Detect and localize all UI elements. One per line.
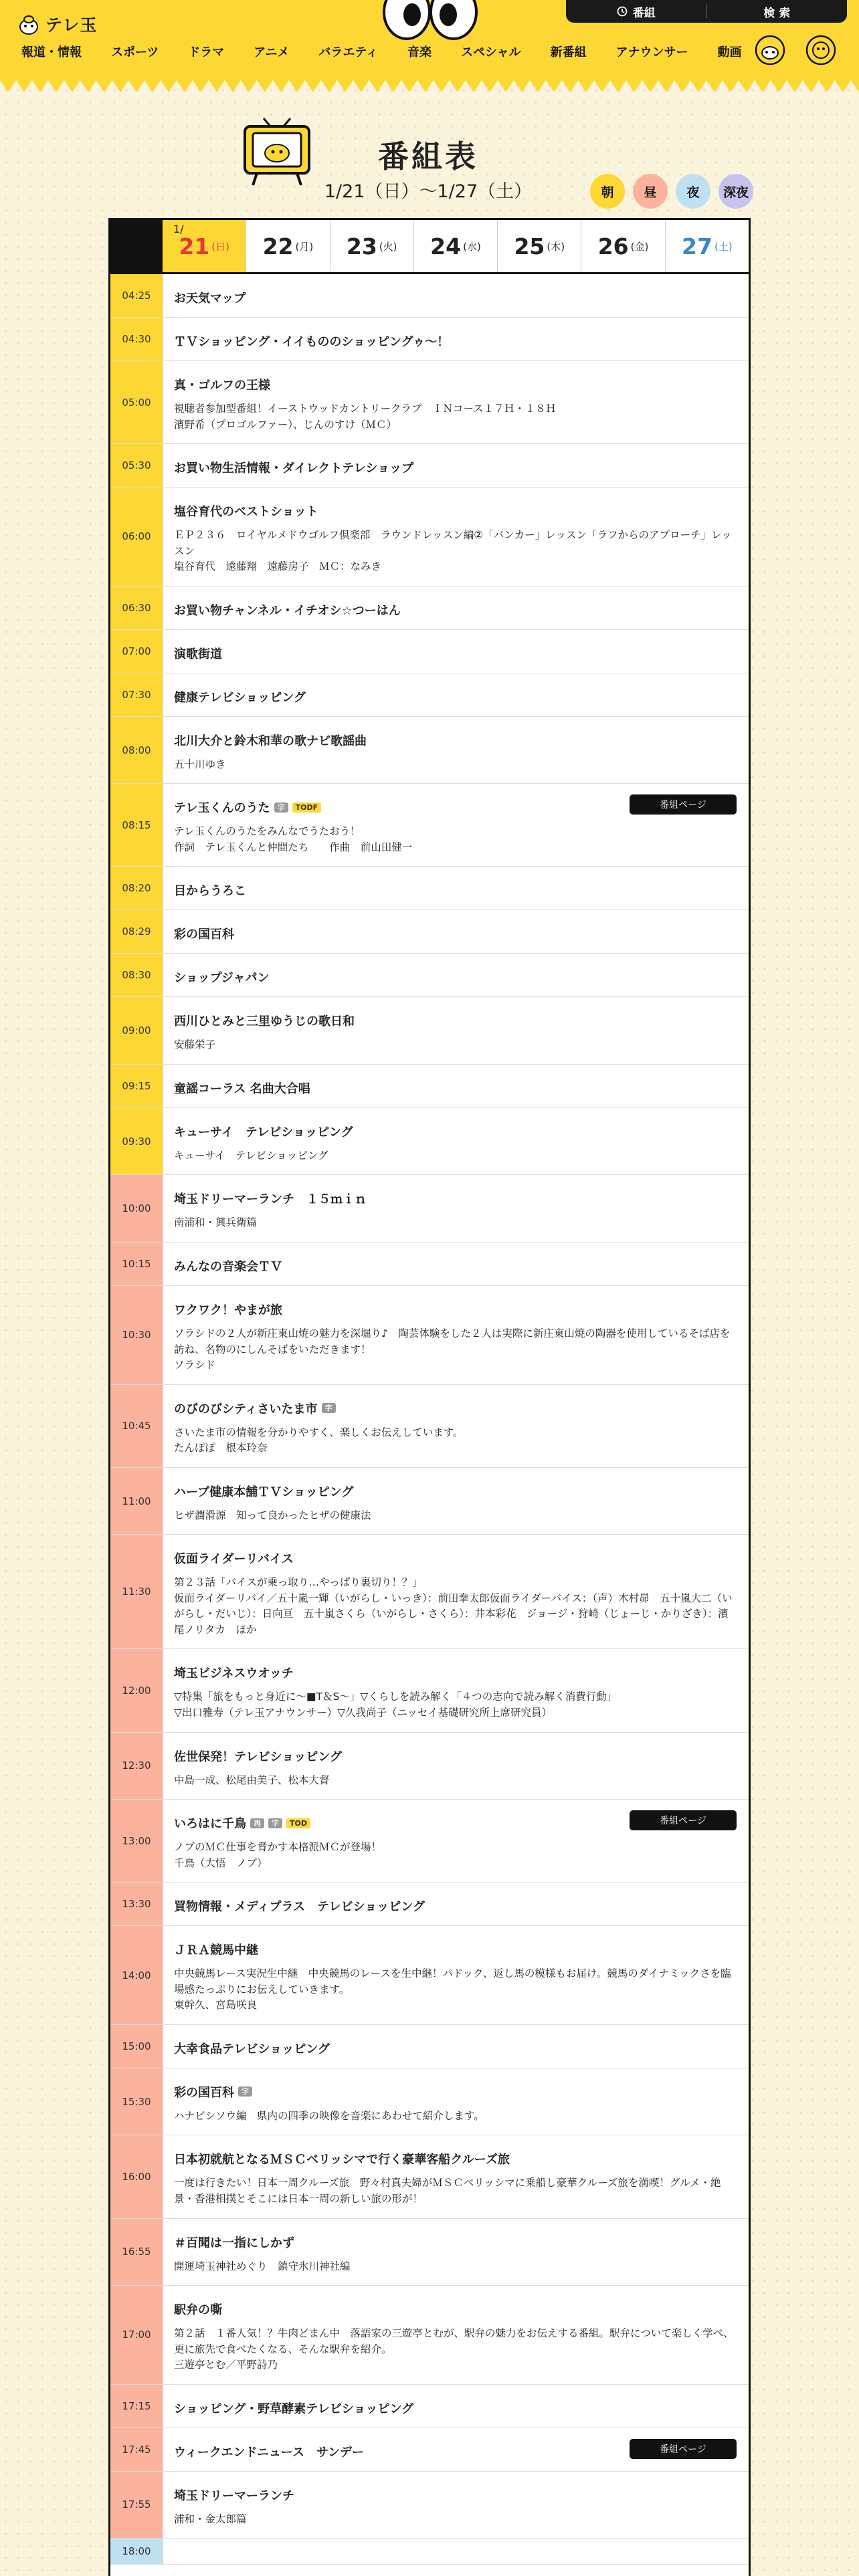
top-utility-bar <box>566 0 847 23</box>
program-body <box>163 1286 749 1384</box>
program-row[interactable] <box>110 2135 749 2218</box>
program-title[interactable]: 童謡コーラス 名曲大合唱 <box>174 1081 310 1096</box>
day-weekday: (月) <box>295 240 314 253</box>
program-title-line <box>174 1549 738 1567</box>
time-noon-button[interactable]: 昼 <box>633 174 668 209</box>
program-body <box>163 2219 749 2286</box>
program-time: 09:00 <box>110 997 163 1064</box>
program-description: さいたま市の情報を分かりやすく、楽しくお伝えしています。 <box>174 1426 464 1438</box>
program-body <box>163 1800 749 1882</box>
program-title[interactable]: 北川大介と鈴木和華の歌ナビ歌謡曲 <box>174 734 367 748</box>
program-row[interactable] <box>110 1243 749 1286</box>
program-time: 17:00 <box>110 2286 163 2384</box>
program-time: 10:00 <box>110 1175 163 1242</box>
program-title-line <box>174 881 738 899</box>
program-time: 09:30 <box>110 1108 163 1175</box>
program-cast: たんぽぽ 根本玲奈 <box>174 1442 268 1455</box>
day-weekday: (木) <box>547 240 565 253</box>
program-cast: ソラシド <box>174 1359 216 1372</box>
program-body <box>163 2068 749 2135</box>
program-body <box>163 1535 749 1648</box>
program-title-line <box>174 1483 738 1500</box>
program-title[interactable]: みんなの音楽会ＴＶ <box>174 1260 282 1275</box>
program-row[interactable] <box>110 274 749 318</box>
program-time: 18:00 <box>110 2539 163 2564</box>
program-row[interactable] <box>110 867 749 910</box>
program-time: 11:00 <box>110 1468 163 1535</box>
program-time: 06:00 <box>110 488 163 586</box>
program-cast: 南浦和・興兵衛篇 <box>174 1216 258 1229</box>
nav-variety[interactable]: バラエティ <box>318 45 378 60</box>
program-description: 第２３話「バイスが乗っ取り…やっぱり裏切り！？」 <box>174 1576 423 1589</box>
program-description: ▽特集「旅をもっと身近に～■T＆S～」▽くらしを読み解く「４つの志向で読み解く消費行動」 <box>174 1691 617 1703</box>
program-time: 14:00 <box>110 1926 163 2024</box>
program-title-line <box>174 1941 738 1958</box>
program-description: テレ玉くんのうたをみんなでうたおう！ <box>174 825 361 838</box>
program-time: 08:15 <box>110 784 163 866</box>
program-title-line <box>174 2300 738 2318</box>
program-body <box>163 2539 749 2564</box>
program-row[interactable] <box>110 2219 749 2286</box>
program-body <box>163 586 749 629</box>
day-tab-22[interactable] <box>246 220 330 272</box>
program-row[interactable] <box>110 1649 749 1732</box>
program-description: ノブのＭＣ仕事を脅かす本格派ＭＣが登場！ <box>174 1841 382 1854</box>
program-body <box>163 2428 749 2471</box>
program-body <box>163 2025 749 2068</box>
program-time: 13:00 <box>110 1800 163 1882</box>
program-body <box>163 488 749 586</box>
program-row[interactable] <box>110 2428 749 2472</box>
program-title-line <box>174 376 738 393</box>
time-late-night-button[interactable]: 深夜 <box>719 174 753 209</box>
day-weekday: (火) <box>379 240 397 253</box>
program-time: 15:00 <box>110 2025 163 2068</box>
time-night-button[interactable]: 夜 <box>676 174 710 209</box>
program-cast: 開運埼玉神社めぐり 鎮守氷川神社編 <box>174 2260 351 2272</box>
program-body <box>163 784 749 866</box>
genre-nav <box>21 43 742 60</box>
program-title-line <box>174 502 738 520</box>
program-title[interactable]: ＴＶショッピング・イイもののショッピングゥ～！ <box>174 335 450 349</box>
program-title[interactable]: 彩の国百科 <box>174 2085 234 2100</box>
program-badge: 字 <box>322 1403 336 1413</box>
program-row[interactable] <box>110 444 749 488</box>
program-time: 13:30 <box>110 1883 163 1925</box>
program-title[interactable]: 日本初就航となるＭＳＣベリッシマで行く豪華客船クルーズ旅 <box>174 2153 510 2167</box>
program-title[interactable]: 埼玉ドリーマーランチ １５ｍｉｎ <box>174 1192 367 1207</box>
program-time: 09:15 <box>110 1065 163 1107</box>
program-body <box>163 2472 749 2539</box>
day-number: 21 <box>179 233 210 259</box>
program-time: 08:29 <box>110 910 163 953</box>
program-body <box>163 910 749 953</box>
program-time: 12:30 <box>110 1733 163 1800</box>
program-page-button[interactable]: 番組ページ <box>630 794 737 815</box>
day-tab-21[interactable] <box>163 220 246 272</box>
program-title-line <box>174 2486 738 2504</box>
program-title-line <box>174 1747 738 1765</box>
program-time: 16:55 <box>110 2219 163 2286</box>
program-row[interactable] <box>110 1385 749 1468</box>
program-row[interactable] <box>110 630 749 673</box>
program-time: 10:30 <box>110 1286 163 1384</box>
program-time: 05:30 <box>110 444 163 487</box>
program-row[interactable] <box>110 1883 749 1926</box>
day-tab-23[interactable] <box>330 220 414 272</box>
program-title[interactable]: ＪＲＡ競馬中継 <box>174 1943 258 1958</box>
program-title-line <box>174 688 738 706</box>
program-title-line <box>174 1897 738 1915</box>
program-row[interactable] <box>110 2539 749 2565</box>
site-logo[interactable] <box>17 12 98 36</box>
program-title-line <box>174 925 738 942</box>
program-description: ハナビシソウ編 県内の四季の映像を音楽にあわせて紹介します。 <box>174 2109 484 2122</box>
day-number: 25 <box>514 233 545 259</box>
program-title[interactable]: 塩谷育代のベストショット <box>174 505 318 520</box>
program-title[interactable]: 買物情報・メディプラス テレビショッピング <box>174 1900 425 1915</box>
program-title-line <box>174 332 738 350</box>
program-row[interactable] <box>110 717 749 784</box>
program-time: 04:25 <box>110 274 163 317</box>
program-page-button[interactable]: 番組ページ <box>630 2439 737 2459</box>
program-time: 10:45 <box>110 1385 163 1467</box>
program-description: 視聴者参加型番組！イーストウッドカントリークラブ ＩＮコース１７Ｈ・１８Ｈ <box>174 403 557 415</box>
day-weekday: (日) <box>211 240 229 253</box>
program-title[interactable]: 駅弁の嘶 <box>174 2303 222 2318</box>
program-body <box>163 717 749 784</box>
program-title-line <box>174 1079 738 1097</box>
program-time: 16:00 <box>110 2135 163 2218</box>
program-title[interactable]: お買い物生活情報・ダイレクトテレショップ <box>174 461 414 476</box>
day-bar-corner <box>110 220 163 272</box>
program-title[interactable]: 埼玉ドリーマーランチ <box>174 2488 294 2503</box>
program-row[interactable] <box>110 2472 749 2539</box>
program-row[interactable] <box>110 488 749 586</box>
day-month: 1/ <box>173 223 184 235</box>
nav-anime[interactable]: アニメ <box>254 45 290 60</box>
program-title-line <box>174 459 738 476</box>
day-tab-24[interactable] <box>414 220 498 272</box>
nav-music[interactable]: 音楽 <box>407 45 432 60</box>
program-title[interactable]: 真・ゴルフの王様 <box>174 379 270 393</box>
program-time: 08:20 <box>110 867 163 909</box>
program-title-line <box>174 645 738 662</box>
day-number: 23 <box>346 233 377 259</box>
program-time: 04:30 <box>110 318 163 360</box>
program-title[interactable]: ショッピング・野草酵素テレビショッピング <box>174 2401 414 2416</box>
program-description: ソラシドの２人が新庄東山焼の魅力を深堀り♪ 陶芸体験をした２人は実際に新庄東山焼の陶器を使用しているそば店を訪ね、名物のにしんそばをいただきます！ <box>174 1327 731 1356</box>
nav-new-programs[interactable]: 新番組 <box>550 45 587 60</box>
program-time: 17:55 <box>110 2472 163 2539</box>
program-guide-link[interactable] <box>566 0 706 23</box>
program-body <box>163 673 749 716</box>
program-cast: 浦和・金太郎篇 <box>174 2512 247 2525</box>
program-body <box>163 867 749 909</box>
program-row[interactable] <box>110 1286 749 1385</box>
program-title-line <box>174 601 738 619</box>
program-body <box>163 1883 749 1925</box>
day-number: 22 <box>262 233 294 259</box>
program-schedule <box>108 218 751 2576</box>
program-body <box>163 630 749 673</box>
program-title-line <box>174 1400 738 1417</box>
day-weekday: (水) <box>463 240 481 253</box>
clock-icon <box>617 6 628 17</box>
program-cast: 塩谷育代 遠藤翔 遠藤房子 ＭＣ：なみき <box>174 560 382 573</box>
program-row[interactable] <box>110 784 749 867</box>
site-header <box>0 0 859 74</box>
program-title[interactable]: ショップジャパン <box>174 971 270 986</box>
date-range: 1/21（日）〜1/27（土） <box>324 181 533 202</box>
day-number: 27 <box>682 233 712 259</box>
program-body <box>163 274 749 317</box>
program-title[interactable]: お天気マップ <box>174 292 246 306</box>
program-body <box>163 954 749 996</box>
program-title-line <box>174 1257 738 1275</box>
program-body <box>163 1065 749 1107</box>
program-body <box>163 361 749 443</box>
program-row[interactable] <box>110 2286 749 2385</box>
program-body <box>163 1649 749 1731</box>
program-title[interactable]: 彩の国百科 <box>174 928 234 942</box>
program-title[interactable]: のびのびシティさいたま市 <box>174 1402 318 1416</box>
program-row[interactable] <box>110 586 749 630</box>
club-tele-tama-icon[interactable] <box>805 35 836 66</box>
program-title[interactable]: テレ玉くんのうた <box>174 801 270 816</box>
program-title[interactable]: 目からうろこ <box>174 884 246 899</box>
day-tab-26[interactable] <box>581 220 665 272</box>
program-page-button[interactable]: 番組ページ <box>630 1810 737 1830</box>
program-row[interactable] <box>110 318 749 361</box>
program-body <box>163 1243 749 1285</box>
program-badge: 字 <box>238 2086 252 2097</box>
program-body <box>163 1733 749 1800</box>
header-zigzag-edge <box>0 72 859 100</box>
page-title: 番組表 <box>378 138 478 175</box>
program-body <box>163 2385 749 2428</box>
program-badge: 再 <box>250 1818 264 1828</box>
program-title-line <box>174 1190 738 1207</box>
program-title[interactable]: お買い物チャンネル・イチオシ☆つーはん <box>174 603 401 618</box>
program-body <box>163 2135 749 2218</box>
program-cast: 千鳥（大悟 ノブ） <box>174 1856 268 1869</box>
program-title-line <box>174 2040 738 2057</box>
program-row[interactable] <box>110 1065 749 1108</box>
program-cast: 五十川ゆき <box>174 758 226 770</box>
program-cast: 中島一成、松尾由美子、松本大督 <box>174 1774 330 1786</box>
program-description: 第２話 １番人気！？牛肉どまん中 落語家の三遊亭とむが、駅弁の魅力をお伝えする番組。駅弁について楽しく学べ、更に旅先で食べたくなる、そんな駅弁を紹介。 <box>174 2327 734 2355</box>
tele-tama-logo-icon <box>17 13 40 35</box>
nav-news[interactable]: 報道・情報 <box>21 45 82 60</box>
program-row[interactable] <box>110 361 749 444</box>
program-row[interactable] <box>110 1733 749 1800</box>
program-cast: キューサイ テレビショッピング <box>174 1149 328 1162</box>
program-body <box>163 1385 749 1467</box>
program-guide-label: 番組 <box>632 6 656 20</box>
program-title[interactable]: ウィークエンドニュース サンデー <box>174 2445 365 2460</box>
program-title[interactable]: 仮面ライダーリバイス <box>174 1552 294 1567</box>
program-time: 08:00 <box>110 717 163 784</box>
program-title-line <box>174 1301 738 1318</box>
program-title-line <box>174 1012 738 1029</box>
program-description: 一度は行きたい！日本一周クルーズ旅 野々村真夫婦がＭＳＣベリッシマに乗船し豪華クルーズ旅を満喫！グルメ・絶景・香港相撲とそこには日本一周の新しい旅の形が！ <box>174 2177 721 2205</box>
program-cast: ▽出口雅寿（テレ玉アナウンサー）▽久我尚子（ニッセイ基礎研究所上席研究員） <box>174 1707 552 1719</box>
nav-special[interactable]: スペシャル <box>460 45 521 60</box>
program-time: 10:15 <box>110 1243 163 1285</box>
program-title-line <box>174 968 738 986</box>
program-list <box>110 274 749 2565</box>
program-time: 15:30 <box>110 2068 163 2135</box>
program-badge: 字 <box>268 1818 282 1828</box>
program-title[interactable]: 演歌街道 <box>174 647 222 661</box>
program-title-line <box>174 2234 738 2251</box>
program-time: 08:30 <box>110 954 163 996</box>
program-title[interactable]: ＃百聞は一指にしかず <box>174 2236 294 2250</box>
program-cast: 安藤栄子 <box>174 1039 216 1051</box>
program-title[interactable]: 埼玉ビジネスウオッチ <box>174 1667 294 1681</box>
program-cast: 東幹久、宮島咲良 <box>174 1999 258 2012</box>
nav-videos[interactable]: 動画 <box>717 45 742 60</box>
program-title-line <box>174 289 738 306</box>
program-body <box>163 318 749 360</box>
mascot-eyes-icon <box>380 0 480 41</box>
day-tab-25[interactable] <box>498 220 581 272</box>
tele-tama-mascot-icon[interactable] <box>755 35 785 66</box>
program-description: 中央競馬レース実況生中継 中央競馬のレースを生中継！パドック、返し馬の模様もお届け。競馬のダイナミックさを臨場感たっぷりにお伝えしていきます。 <box>174 1967 731 1996</box>
program-badge: 字 <box>274 802 288 813</box>
day-tab-27[interactable] <box>666 220 749 272</box>
program-title-line <box>174 2083 738 2101</box>
program-time: 05:00 <box>110 361 163 443</box>
program-body <box>163 1926 749 2024</box>
program-time: 07:30 <box>110 673 163 716</box>
program-title[interactable]: 西川ひとみと三里ゆうじの歌日和 <box>174 1014 355 1029</box>
program-time: 17:45 <box>110 2428 163 2471</box>
program-title-line <box>174 2399 738 2417</box>
program-row[interactable] <box>110 1800 749 1883</box>
day-weekday: (土) <box>714 240 733 253</box>
program-description: ＥＰ２３６ ロイヤルメドウゴルフ倶楽部 ラウンドレッスン編②「バンカー」レッスン「ラフからのアプローチ」レッスン <box>174 529 732 557</box>
program-title[interactable]: いろはに千鳥 <box>174 1817 246 1832</box>
program-time: 06:30 <box>110 586 163 629</box>
day-weekday: (金) <box>630 240 649 253</box>
program-body <box>163 444 749 487</box>
program-cast: ヒザ潤滑源 知って良かったヒザの健康法 <box>174 1509 371 1521</box>
program-row[interactable] <box>110 910 749 954</box>
program-body <box>163 997 749 1064</box>
program-cast: 作詞 テレ玉くんと仲間たち 作曲 前山田健一 <box>174 841 413 853</box>
program-body <box>163 1175 749 1242</box>
nav-sports[interactable]: スポーツ <box>111 45 159 60</box>
program-title[interactable]: キューサイ テレビショッピング <box>174 1125 353 1140</box>
nav-drama[interactable]: ドラマ <box>188 45 225 60</box>
program-cast: 三遊亭とむ／平野詩乃 <box>174 2359 278 2371</box>
program-title-line <box>174 1664 738 1681</box>
program-row[interactable] <box>110 1108 749 1176</box>
time-morning-button[interactable]: 朝 <box>590 174 625 209</box>
program-row[interactable] <box>110 954 749 997</box>
search-label: 検 索 <box>763 6 791 20</box>
program-row[interactable] <box>110 997 749 1065</box>
day-number: 26 <box>597 233 629 259</box>
program-time: 07:00 <box>110 630 163 673</box>
program-title[interactable]: 大幸食品テレビショッピング <box>174 2042 330 2056</box>
program-title-line <box>174 2150 738 2167</box>
program-cast: 仮面ライダーリバイ／五十嵐一輝（いがらし・いっき）：前田拳太郎仮面ライダーバイス：（声）木村昴 五十嵐大二（いがらし・だいじ）：日向亘 五十嵐さくら（いがらし・さくら）：井本彩花 ジョージ・狩崎（じょーじ・かりざき）：濱尾ノリタカ ほか <box>174 1592 733 1636</box>
search-link[interactable] <box>707 0 848 23</box>
program-row[interactable] <box>110 2385 749 2428</box>
program-row[interactable] <box>110 2025 749 2068</box>
program-row[interactable] <box>110 1535 749 1649</box>
program-title[interactable]: 佐世保発！テレビショッピング <box>174 1749 342 1764</box>
program-time: 12:00 <box>110 1649 163 1731</box>
program-title-line <box>174 1123 738 1140</box>
program-row[interactable] <box>110 1468 749 1535</box>
program-body <box>163 1468 749 1535</box>
program-body <box>163 2286 749 2384</box>
program-title-line <box>174 732 738 749</box>
program-cast: 濱野希（プロゴルファー）、じんのすけ（ＭＣ） <box>174 418 397 431</box>
program-row[interactable] <box>110 2068 749 2136</box>
program-row[interactable] <box>110 673 749 717</box>
program-badge: TOD <box>286 1818 310 1828</box>
program-title[interactable]: 健康テレビショッピング <box>174 690 306 705</box>
day-selector <box>110 220 749 274</box>
program-time: 17:15 <box>110 2385 163 2428</box>
program-row[interactable] <box>110 1175 749 1243</box>
program-title[interactable]: ワクワク！やまが旅 <box>174 1303 282 1318</box>
program-badge: TODF <box>292 802 322 813</box>
program-body <box>163 1108 749 1175</box>
logo-text: テレ玉 <box>45 15 98 35</box>
nav-announcers[interactable]: アナウンサー <box>615 45 688 60</box>
program-title[interactable]: ハーブ健康本舗ＴＶショッピング <box>174 1485 354 1499</box>
day-number: 24 <box>430 233 462 259</box>
program-row[interactable] <box>110 1926 749 2025</box>
program-time: 11:30 <box>110 1535 163 1648</box>
